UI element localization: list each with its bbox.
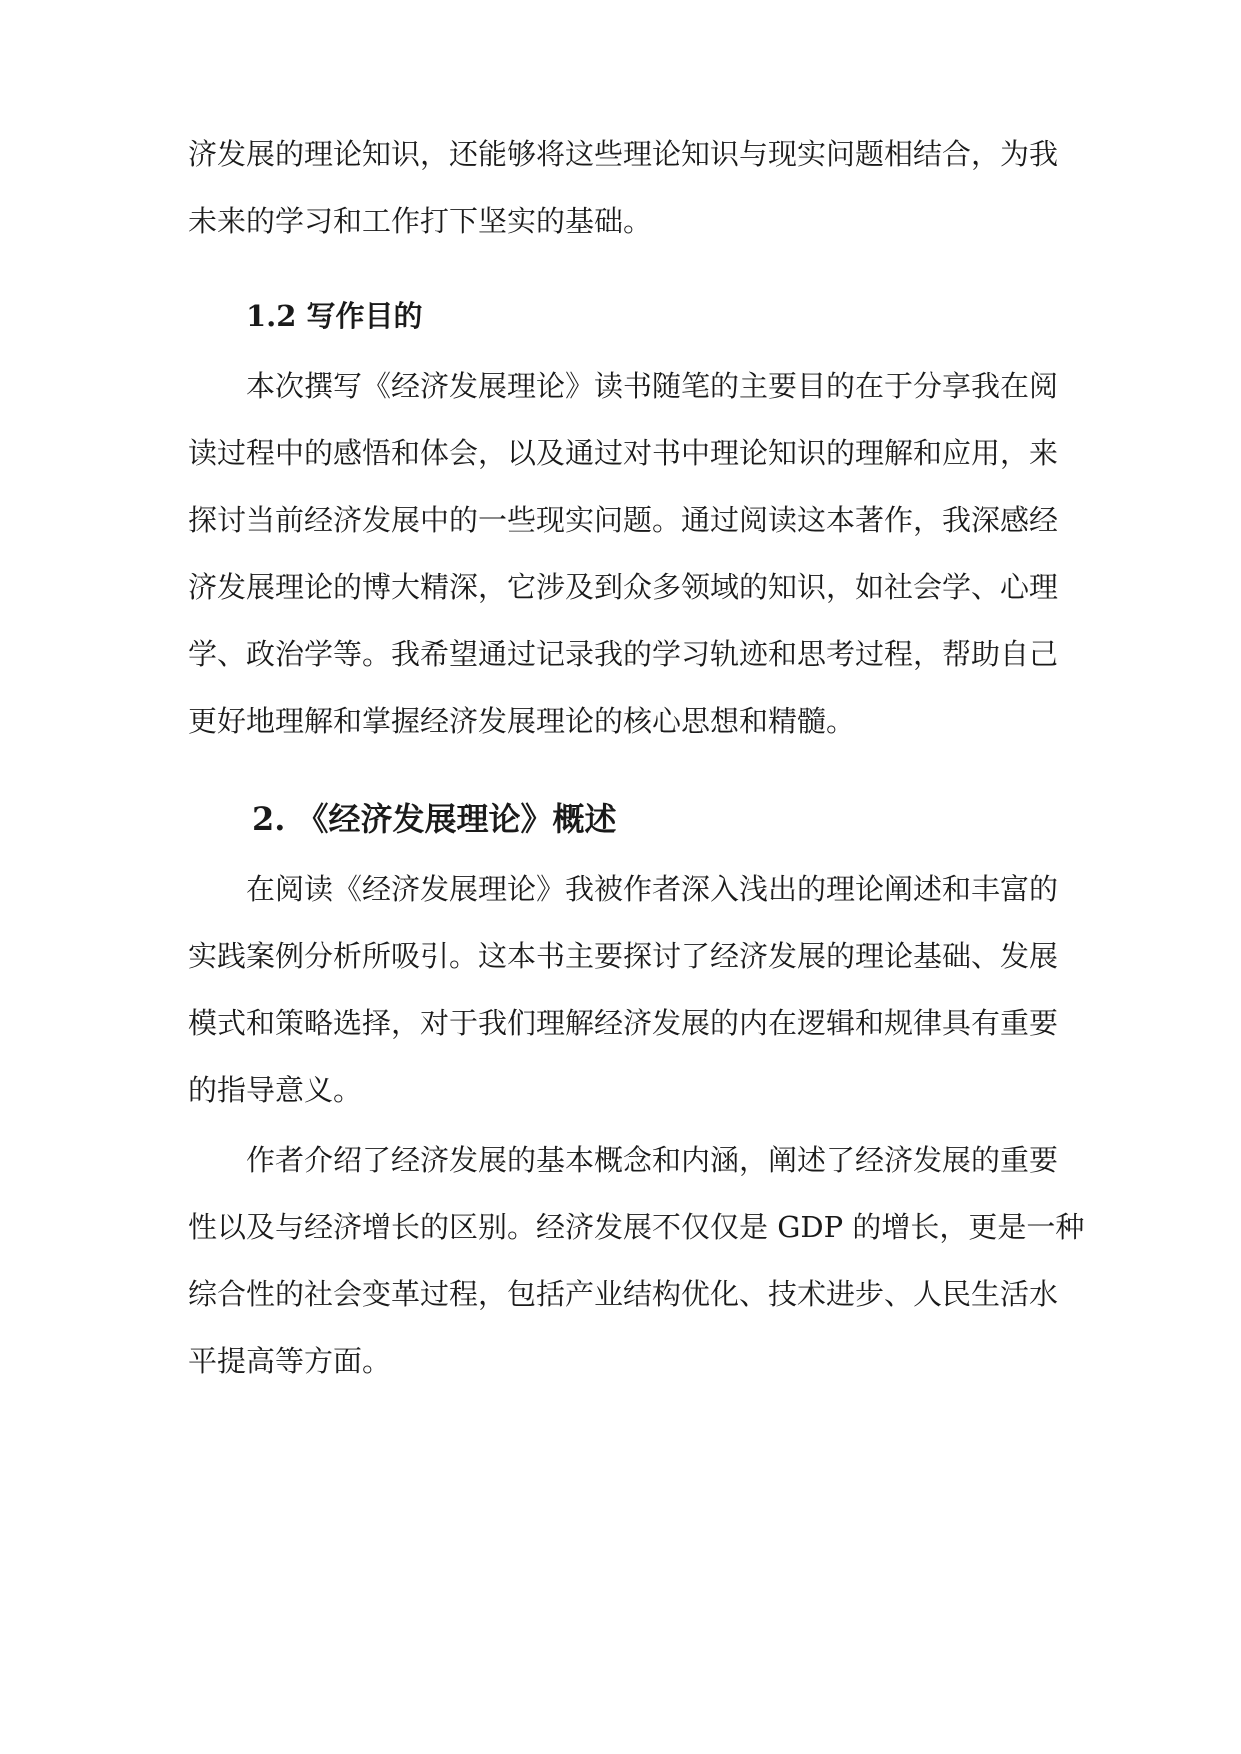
paragraph-line: 作者介绍了经济发展的基本概念和内涵，阐述了经济发展的重要 (246, 1143, 1059, 1177)
paragraph-line: 模式和策略选择，对于我们理解经济发展的内在逻辑和规律具有重要 (188, 1006, 1059, 1040)
paragraph-line: 济发展理论的博大精深，它涉及到众多领域的知识，如社会学、心理 (188, 570, 1059, 604)
paragraph-line: 性以及与经济增长的区别。经济发展不仅仅是 GDP 的增长，更是一种 (188, 1210, 1085, 1244)
paragraph-line: 本次撰写《经济发展理论》读书随笔的主要目的在于分享我在阅 (246, 369, 1059, 403)
paragraph-line: 济发展的理论知识，还能够将这些理论知识与现实问题相结合，为我 (188, 137, 1059, 171)
paragraph-line: 学、政治学等。我希望通过记录我的学习轨迹和思考过程，帮助自己 (188, 637, 1059, 671)
paragraph-line: 实践案例分析所吸引。这本书主要探讨了经济发展的理论基础、发展 (188, 939, 1059, 973)
paragraph-line: 综合性的社会变革过程，包括产业结构优化、技术进步、人民生活水 (188, 1277, 1059, 1311)
paragraph-line: 读过程中的感悟和体会，以及通过对书中理论知识的理解和应用，来 (188, 436, 1059, 470)
paragraph-line: 的指导意义。 (188, 1073, 363, 1107)
paragraph-line: 在阅读《经济发展理论》我被作者深入浅出的理论阐述和丰富的 (246, 872, 1059, 906)
paragraph-line: 探讨当前经济发展中的一些现实问题。通过阅读这本著作，我深感经 (188, 503, 1059, 537)
paragraph-line: 平提高等方面。 (188, 1344, 392, 1378)
paragraph-line: 未来的学习和工作打下坚实的基础。 (188, 204, 653, 238)
section-heading-1-2: 1.2 写作目的 (246, 299, 423, 333)
section-heading-2: 2. 《经济发展理论》概述 (252, 800, 617, 838)
paragraph-line: 更好地理解和掌握经济发展理论的核心思想和精髓。 (188, 704, 856, 738)
